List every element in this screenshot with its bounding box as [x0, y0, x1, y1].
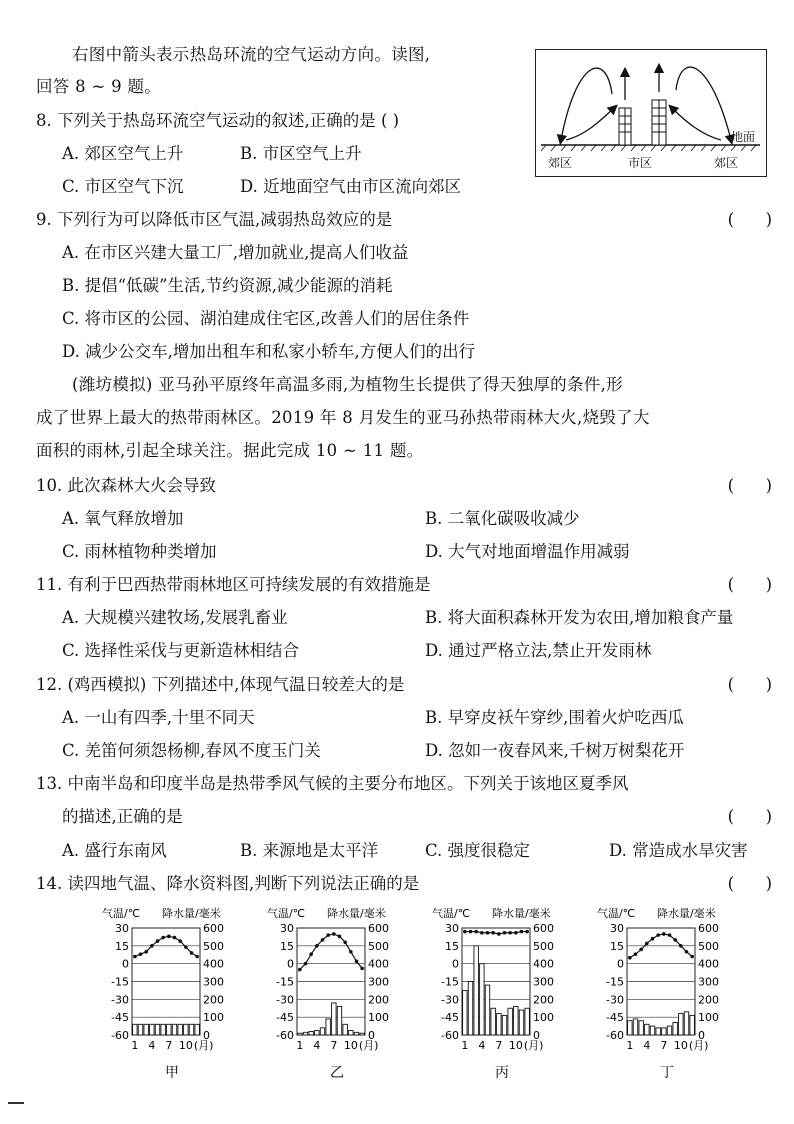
precip-bar: [650, 1026, 654, 1035]
temp-point: [343, 940, 347, 944]
temp-point: [480, 931, 484, 935]
q8-option-b[interactable]: B. 市区空气上升: [240, 144, 362, 163]
suburb-label-right: 郊区: [714, 156, 739, 170]
temp-point: [497, 932, 501, 936]
month-tick-label: 10: [673, 1039, 688, 1052]
precip-tick-label: 0: [368, 1029, 375, 1042]
month-unit-label: (月): [193, 1039, 214, 1052]
temp-point: [679, 944, 683, 948]
temp-point: [514, 931, 518, 935]
temp-tick-label: -30: [111, 993, 129, 1007]
climate-chart-svg: [265, 905, 415, 1095]
station-name: 丁: [660, 1065, 674, 1081]
q13-option-b[interactable]: B. 来源地是太平洋: [240, 841, 379, 860]
intro-8-9-line1: 右图中箭头表示热岛环流的空气运动方向。读图,: [72, 45, 431, 64]
precip-bar: [144, 1024, 148, 1035]
precip-bar: [491, 1008, 495, 1035]
q9-option-a[interactable]: A. 在市区兴建大量工厂,增加就业,提高人们收益: [62, 243, 409, 262]
q13-stem-line1: 13. 中南半岛和印度半岛是热带季风气候的主要分布地区。下列关于该地区夏季风: [36, 774, 629, 793]
q10-option-d[interactable]: D. 大气对地面增温作用减弱: [425, 542, 630, 561]
precip-bar: [639, 1021, 643, 1035]
precip-bar: [320, 1028, 324, 1035]
q8-option-a[interactable]: A. 郊区空气上升: [62, 144, 184, 163]
station-name: 丙: [495, 1065, 509, 1081]
climate-chart-svg: [100, 905, 250, 1095]
temp-point: [463, 930, 467, 934]
precip-tick-label: 200: [698, 993, 719, 1007]
temp-point: [668, 933, 672, 937]
precip-bar: [337, 1006, 341, 1035]
temp-point: [173, 936, 177, 940]
month-tick-label: 1: [461, 1039, 469, 1052]
climate-chart-ding: [595, 905, 745, 1099]
suburb-label-left: 郊区: [548, 156, 573, 170]
precip-axis-caption: 降水量/毫米: [657, 907, 716, 920]
q9-answer-paren[interactable]: ( ): [727, 210, 772, 229]
q8-option-c[interactable]: C. 市区空气下沉: [62, 177, 184, 196]
precip-axis-caption: 降水量/毫米: [492, 907, 551, 920]
q9-option-d[interactable]: D. 减少公交车,增加出租车和私家小轿车,方便人们的出行: [62, 342, 476, 361]
q11-option-b[interactable]: B. 将大面积森林开发为农田,增加粮食产量: [425, 608, 734, 627]
ground-label: 地面: [731, 130, 756, 144]
temp-point: [139, 952, 143, 956]
temp-tick-label: 0: [122, 957, 129, 971]
temp-tick-label: -60: [606, 1029, 624, 1042]
temp-point: [503, 931, 507, 935]
temp-point: [309, 952, 313, 956]
page-edge-mark: [8, 1102, 24, 1104]
precip-bar: [155, 1024, 159, 1035]
temp-point: [298, 968, 302, 972]
temp-point: [628, 956, 632, 960]
precip-bar: [485, 985, 489, 1035]
precip-bar: [519, 1010, 523, 1035]
station-name: 乙: [330, 1065, 344, 1081]
precip-tick-label: 0: [533, 1029, 540, 1042]
month-tick-label: 1: [626, 1039, 634, 1052]
q11-answer-paren[interactable]: ( ): [727, 575, 772, 594]
month-unit-label: (月): [523, 1039, 544, 1052]
temp-point: [656, 933, 660, 937]
precip-bar: [645, 1024, 649, 1035]
temp-tick-label: -45: [111, 1011, 129, 1025]
precip-tick-label: 500: [203, 939, 224, 953]
precip-tick-label: 600: [368, 922, 389, 935]
temp-tick-label: -60: [111, 1029, 129, 1042]
precip-bar: [343, 1024, 347, 1035]
precip-bar: [178, 1024, 182, 1035]
month-unit-label: (月): [358, 1039, 379, 1052]
temp-point: [520, 930, 524, 934]
temp-point: [150, 944, 154, 948]
climate-chart-svg: [595, 905, 745, 1095]
q10-answer-paren[interactable]: ( ): [727, 476, 772, 495]
q11-option-a[interactable]: A. 大规模兴建牧场,发展乳畜业: [62, 608, 288, 627]
temp-point: [360, 967, 364, 971]
temp-tick-label: -45: [276, 1011, 294, 1025]
precip-axis-caption: 降水量/毫米: [162, 907, 221, 920]
precip-tick-label: 400: [698, 957, 719, 971]
intro-10-11-line1: (潍坊模拟) 亚马孙平原终年高温多雨,为植物生长提供了得天独厚的条件,形: [72, 375, 623, 394]
month-tick-label: 4: [313, 1039, 321, 1052]
precip-tick-label: 600: [203, 922, 224, 935]
month-tick-label: 7: [330, 1039, 338, 1052]
temp-axis-caption: 气温/℃: [597, 907, 636, 920]
temp-point: [525, 930, 529, 934]
temp-tick-label: -15: [441, 975, 459, 989]
temp-point: [491, 931, 495, 935]
precip-bar: [298, 1033, 302, 1035]
month-tick-label: 4: [478, 1039, 486, 1052]
intro-8-9-line2: 回答 8 ~ 9 题。: [36, 77, 162, 96]
precip-tick-label: 600: [533, 922, 554, 935]
precip-bar: [656, 1028, 660, 1035]
temp-line: [135, 936, 197, 956]
temp-point: [645, 942, 649, 946]
precip-tick-label: 200: [368, 993, 389, 1007]
temp-tick-label: -30: [276, 993, 294, 1007]
temp-point: [662, 932, 666, 936]
temp-tick-label: 30: [280, 922, 294, 935]
temp-point: [161, 936, 165, 940]
temp-axis-caption: 气温/℃: [432, 907, 471, 920]
temp-point: [304, 962, 308, 966]
precip-bar: [133, 1024, 137, 1035]
q11-option-d[interactable]: D. 通过严格立法,禁止开发雨林: [425, 641, 652, 660]
month-tick-label: 7: [660, 1039, 668, 1052]
precip-tick-label: 400: [203, 957, 224, 971]
temp-axis-caption: 气温/℃: [267, 907, 306, 920]
precip-bar: [349, 1031, 353, 1035]
precip-tick-label: 0: [698, 1029, 705, 1042]
precip-bar: [189, 1024, 193, 1035]
temp-point: [508, 931, 512, 935]
q13-stem-line2: 的描述,正确的是: [62, 807, 183, 826]
temp-point: [651, 937, 655, 941]
climate-chart-bing: [430, 905, 580, 1099]
precip-bar: [315, 1031, 319, 1035]
q10-stem: 10. 此次森林大火会导致: [36, 476, 216, 495]
temp-tick-label: 0: [452, 957, 459, 971]
precip-bar: [673, 1023, 677, 1035]
precip-bar: [354, 1032, 358, 1035]
heat-island-diagram: [535, 49, 767, 177]
q8-option-d[interactable]: D. 近地面空气由市区流向郊区: [240, 177, 462, 196]
temp-tick-label: 30: [445, 922, 459, 935]
climate-chart-jia: [100, 905, 250, 1099]
precip-bar: [172, 1024, 176, 1035]
temp-tick-label: -45: [606, 1011, 624, 1025]
precip-tick-label: 300: [533, 975, 554, 989]
temp-point: [321, 938, 325, 942]
precip-bar: [167, 1024, 171, 1035]
temp-tick-label: 0: [287, 957, 294, 971]
precip-tick-label: 500: [698, 939, 719, 953]
q9-option-b[interactable]: B. 提倡“低碳”生活,节约资源,减少能源的消耗: [62, 276, 393, 295]
precip-bar: [684, 1012, 688, 1035]
month-tick-label: 10: [343, 1039, 358, 1052]
q9-stem: 9. 下列行为可以降低市区气温,减弱热岛效应的是: [36, 210, 393, 229]
month-unit-label: (月): [688, 1039, 709, 1052]
temp-tick-label: -45: [441, 1011, 459, 1025]
precip-bar: [480, 964, 484, 1035]
temp-line: [300, 934, 362, 970]
precip-bar: [474, 946, 478, 1035]
month-tick-label: 7: [495, 1039, 503, 1052]
precip-tick-label: 600: [698, 922, 719, 935]
q12-stem: 12. (鸡西模拟) 下列描述中,体现气温日较差大的是: [36, 675, 405, 694]
temp-tick-label: 15: [280, 939, 294, 953]
precip-tick-label: 500: [368, 939, 389, 953]
month-tick-label: 7: [165, 1039, 173, 1052]
temp-tick-label: -60: [276, 1029, 294, 1042]
temp-line: [465, 932, 527, 934]
precip-bar: [138, 1024, 142, 1035]
temp-tick-label: -30: [441, 993, 459, 1007]
q14-stem: 14. 读四地气温、降水资料图,判断下列说法正确的是: [36, 874, 420, 893]
month-tick-label: 10: [178, 1039, 193, 1052]
q12-option-c[interactable]: C. 羌笛何须怨杨柳,春风不度玉门关: [62, 741, 321, 760]
temp-point: [355, 959, 359, 963]
month-tick-label: 1: [296, 1039, 304, 1052]
temp-tick-label: -15: [111, 975, 129, 989]
precip-tick-label: 100: [368, 1011, 389, 1025]
q8-stem: 8. 下列关于热岛环流空气运动的叙述,正确的是 ( ): [36, 111, 400, 130]
temp-tick-label: 15: [610, 939, 624, 953]
temp-tick-label: 0: [617, 957, 624, 971]
temp-point: [326, 933, 330, 937]
q11-stem: 11. 有利于巴西热带雨林地区可持续发展的有效措施是: [36, 575, 431, 594]
temp-point: [474, 930, 478, 934]
temp-point: [486, 931, 490, 935]
precip-bar: [309, 1031, 313, 1035]
q12-option-b[interactable]: B. 早穿皮袄午穿纱,围着火炉吃西瓜: [425, 708, 684, 727]
precip-bar: [679, 1014, 683, 1035]
temp-point: [156, 939, 160, 943]
temp-point: [167, 935, 171, 939]
precip-bar: [497, 1014, 501, 1035]
q12-option-a[interactable]: A. 一山有四季,十里不同天: [62, 708, 255, 727]
precip-tick-label: 400: [533, 957, 554, 971]
precip-bar: [525, 1008, 529, 1035]
temp-tick-label: -15: [276, 975, 294, 989]
q12-option-d[interactable]: D. 忽如一夜春风来,千树万树梨花开: [425, 741, 685, 760]
precip-bar: [195, 1024, 199, 1035]
month-tick-label: 4: [643, 1039, 651, 1052]
temp-tick-label: -15: [606, 975, 624, 989]
month-tick-label: 1: [131, 1039, 139, 1052]
intro-10-11-line2: 成了世界上最大的热带雨林区。2019 年 8 月发生的亚马孙热带雨林大火,烧毁了大: [36, 408, 650, 427]
temp-point: [195, 955, 199, 959]
q9-option-c[interactable]: C. 将市区的公园、湖泊建成住宅区,改善人们的居住条件: [62, 309, 470, 328]
q14-answer-paren[interactable]: ( ): [727, 874, 772, 893]
precip-tick-label: 100: [698, 1011, 719, 1025]
temp-point: [178, 939, 182, 943]
precip-tick-label: 200: [533, 993, 554, 1007]
precip-bar: [633, 1019, 637, 1035]
temp-axis-caption: 气温/℃: [102, 907, 141, 920]
precip-tick-label: 300: [203, 975, 224, 989]
precip-tick-label: 300: [368, 975, 389, 989]
climate-chart-svg: [430, 905, 580, 1095]
precip-bar: [360, 1033, 364, 1035]
q10-option-a[interactable]: A. 氧气释放增加: [62, 509, 184, 528]
month-tick-label: 4: [148, 1039, 156, 1052]
precip-tick-label: 0: [203, 1029, 210, 1042]
precip-bar: [468, 982, 472, 1036]
precip-bar: [332, 1003, 336, 1035]
q13-option-c[interactable]: C. 强度很稳定: [425, 841, 531, 860]
temp-tick-label: -60: [441, 1029, 459, 1042]
q13-answer-paren[interactable]: ( ): [727, 807, 772, 826]
temp-tick-label: -30: [606, 993, 624, 1007]
temp-point: [639, 948, 643, 952]
q10-option-c[interactable]: C. 雨林植物种类增加: [62, 542, 217, 561]
precip-bar: [184, 1024, 188, 1035]
precip-bar: [303, 1032, 307, 1035]
city-building-icon: [619, 100, 666, 145]
precip-bar: [628, 1021, 632, 1035]
precip-bar: [667, 1026, 671, 1035]
precip-tick-label: 100: [203, 1011, 224, 1025]
q13-option-d[interactable]: D. 常造成水旱灾害: [609, 841, 748, 860]
temp-tick-label: 30: [115, 922, 129, 935]
month-tick-label: 10: [508, 1039, 523, 1052]
temp-point: [690, 955, 694, 959]
temp-point: [144, 950, 148, 954]
precip-bar: [502, 1015, 506, 1035]
temp-tick-label: 15: [445, 939, 459, 953]
temp-tick-label: 15: [115, 939, 129, 953]
temp-point: [190, 951, 194, 955]
precip-tick-label: 400: [368, 957, 389, 971]
temp-point: [685, 950, 689, 954]
precip-bar: [161, 1024, 165, 1035]
q13-option-a[interactable]: A. 盛行东南风: [62, 841, 167, 860]
q12-answer-paren[interactable]: ( ): [727, 675, 772, 694]
precip-axis-caption: 降水量/毫米: [327, 907, 386, 920]
precip-tick-label: 300: [698, 975, 719, 989]
temp-point: [349, 950, 353, 954]
precip-tick-label: 500: [533, 939, 554, 953]
temp-point: [332, 932, 336, 936]
temp-point: [184, 945, 188, 949]
intro-10-11-line3: 面积的雨林,引起全球关注。据此完成 10 ~ 11 题。: [36, 441, 424, 460]
q10-option-b[interactable]: B. 二氧化碳吸收减少: [425, 509, 580, 528]
precip-bar: [514, 1006, 518, 1035]
precip-bar: [508, 1008, 512, 1035]
precip-bar: [463, 990, 467, 1035]
temp-tick-label: 30: [610, 922, 624, 935]
temp-point: [634, 952, 638, 956]
precip-bar: [326, 1019, 330, 1035]
precip-bar: [150, 1024, 154, 1035]
precip-bar: [690, 1015, 694, 1035]
precip-bar: [662, 1028, 666, 1035]
station-name: 甲: [165, 1065, 179, 1081]
temp-point: [315, 944, 319, 948]
temp-point: [133, 955, 137, 959]
temp-point: [338, 935, 342, 939]
climate-chart-yi: [265, 905, 415, 1099]
temp-point: [673, 938, 677, 942]
precip-tick-label: 100: [533, 1011, 554, 1025]
precip-tick-label: 200: [203, 993, 224, 1007]
city-label: 市区: [628, 156, 653, 170]
q11-option-c[interactable]: C. 选择性采伐与更新造林相结合: [62, 641, 300, 660]
temp-point: [469, 930, 473, 934]
